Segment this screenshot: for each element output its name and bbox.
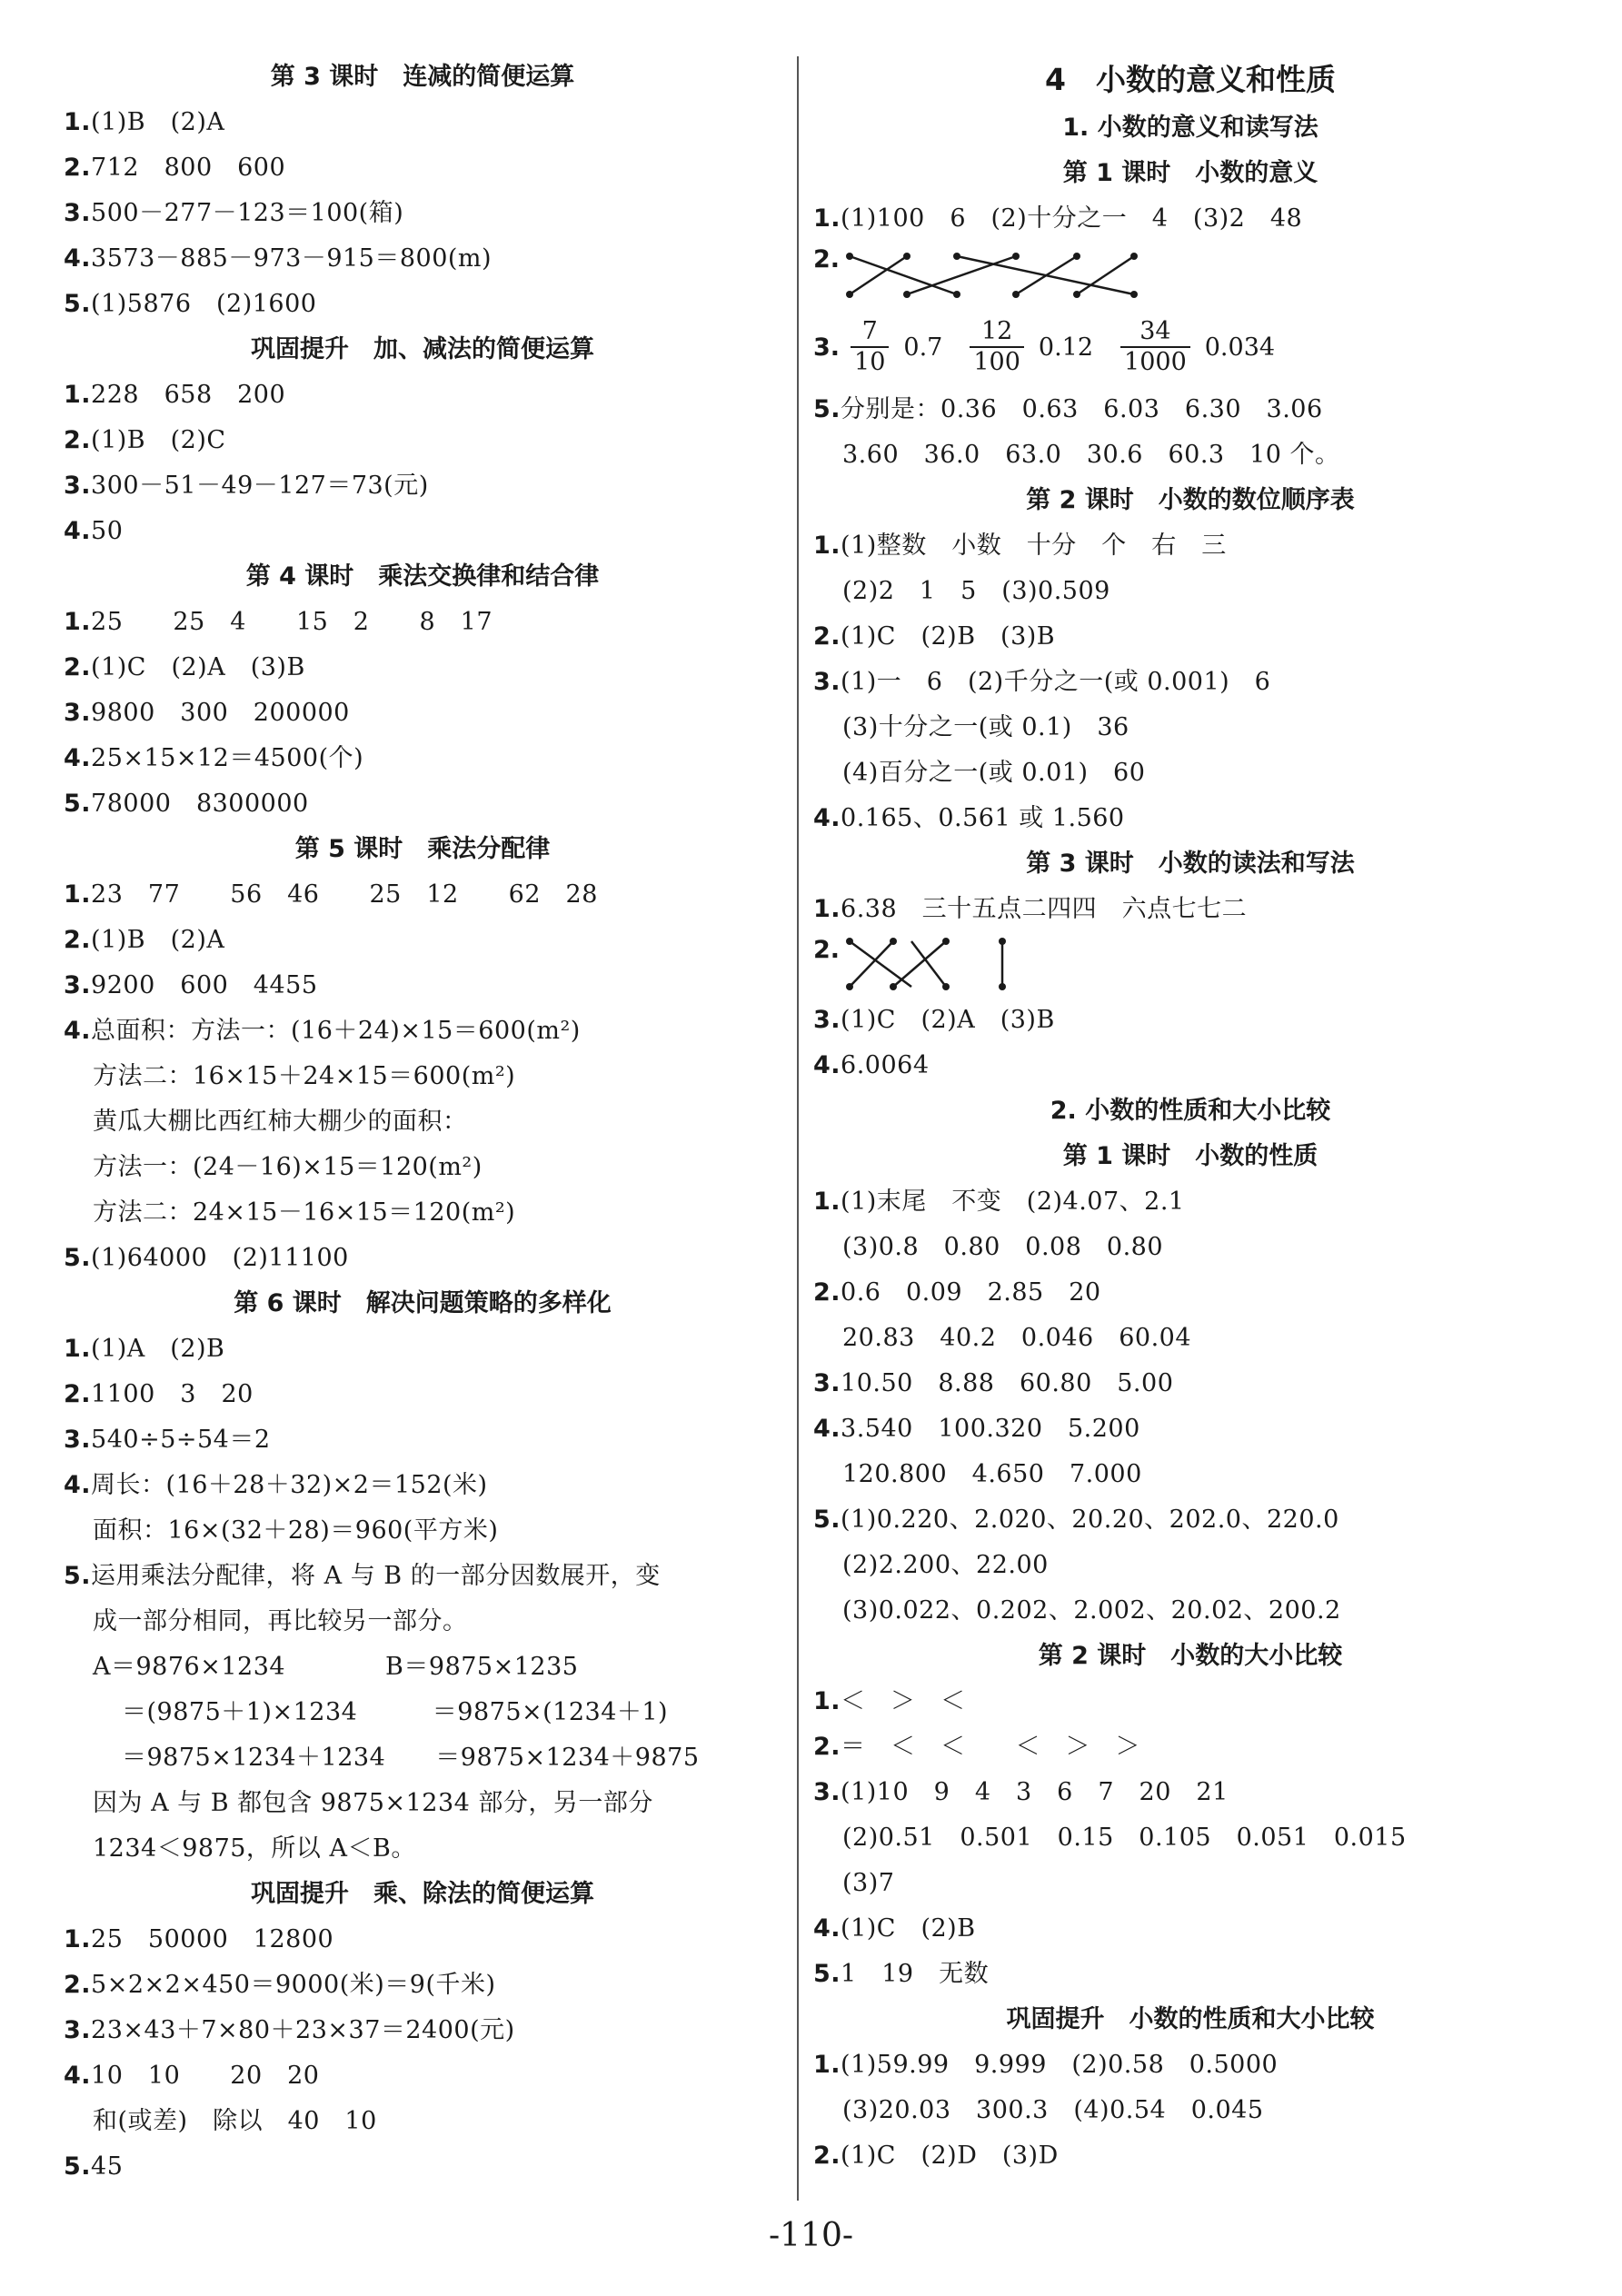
answer-line: [64, 1735, 781, 1781]
item-number: 3.: [813, 668, 841, 696]
numerator: 7: [861, 317, 878, 345]
item-number: 3.: [64, 199, 92, 227]
answer-line: [813, 1361, 1567, 1406]
item-number: 5.: [64, 2152, 92, 2181]
answer-text: 45: [91, 2152, 124, 2181]
denominator: 10: [851, 346, 889, 377]
item-number: 2.: [64, 926, 92, 954]
item-number: 3.: [64, 971, 92, 999]
item-number: 4.: [813, 1051, 841, 1079]
answer-text: (1)C (2)A (3)B: [91, 653, 305, 681]
answer-text: (2)0.51 0.501 0.15 0.105 0.051 0.015: [842, 1824, 1407, 1852]
answer-line: [64, 1599, 781, 1645]
answer-text: (1)C (2)B: [841, 1914, 976, 1943]
answer-line: [64, 1054, 781, 1099]
answer-text: 9200 600 4455: [91, 971, 318, 999]
answer-line: [64, 1645, 781, 1690]
decimal-value: 0.7: [903, 333, 943, 362]
answer-text: 总面积：方法一：(16＋24)×15＝600(m²): [91, 1017, 581, 1045]
item-number: 4.: [64, 744, 92, 772]
answer-line: [64, 1690, 781, 1735]
item-number: 3.: [813, 1006, 841, 1034]
answer-text: 540÷5÷54＝2: [91, 1426, 271, 1454]
fraction: [1120, 317, 1190, 377]
answer-text: (1)C (2)A (3)B: [841, 1006, 1055, 1034]
item-number: 2.: [64, 653, 92, 681]
left-column: [64, 55, 781, 2190]
item-number: 3.: [64, 2016, 92, 2044]
answer-line: [813, 1270, 1567, 1316]
item-number: 1.: [813, 2051, 841, 2079]
item-number: 4.: [813, 1415, 841, 1443]
answer-line: [64, 781, 781, 827]
answer-text: 0.6 0.09 2.85 20: [841, 1278, 1101, 1307]
answer-line: [64, 282, 781, 327]
answer-line: [813, 1906, 1567, 1952]
item-number: 1.: [64, 1335, 92, 1363]
item-number: 3.: [64, 699, 92, 727]
answer-line: [64, 1099, 781, 1145]
answer-text: 25 50000 12800: [91, 1925, 334, 1953]
item-number: 1.: [813, 1188, 841, 1216]
answer-text: 1100 3 20: [91, 1380, 254, 1408]
fraction: [970, 317, 1024, 377]
item-number: 2.: [64, 1380, 92, 1408]
item-number: 3.: [813, 1369, 841, 1397]
answer-text: (1)5876 (2)1600: [91, 290, 317, 318]
answer-text: (2)2.200、22.00: [842, 1551, 1049, 1579]
answer-line: [64, 1554, 781, 1599]
answer-line: [64, 2144, 781, 2190]
answer-text: 300－51－49－127＝73(元): [91, 472, 429, 500]
answer-text: (1)末尾 不变 (2)4.07、2.1: [841, 1188, 1185, 1216]
matching-diagram-2: [813, 932, 1567, 998]
answer-text: (3)0.8 0.80 0.08 0.80: [842, 1233, 1164, 1261]
answer-text: (1)B (2)C: [91, 426, 226, 454]
answer-text: 3.60 36.0 63.0 30.6 60.3 10 个。: [842, 441, 1340, 469]
answer-line: [813, 1952, 1567, 1997]
answer-text: 1234＜9875，所以 A＜B。: [93, 1834, 416, 1863]
answer-text: (1)整数 小数 十分 个 右 三: [841, 532, 1227, 560]
answer-line: [64, 872, 781, 918]
answer-text: A＝9876×1234 B＝9875×1235: [93, 1653, 579, 1681]
answer-line: [813, 1452, 1567, 1497]
answer-line: [64, 691, 781, 736]
answer-line: [813, 1543, 1567, 1588]
answer-line: [64, 509, 781, 554]
answer-line: [64, 1417, 781, 1463]
answer-line: [64, 2008, 781, 2053]
answer-line: [64, 645, 781, 691]
answer-text: (2)2 1 5 (3)0.509: [842, 577, 1110, 605]
item-number: 5.: [813, 395, 841, 423]
fraction: [851, 317, 889, 377]
answer-text: 周长：(16＋28＋32)×2＝152(米): [91, 1471, 488, 1499]
answer-line: [64, 1372, 781, 1417]
item-number: 5.: [813, 1506, 841, 1534]
denominator: 100: [970, 346, 1024, 377]
item-number: 3.: [813, 333, 841, 362]
answer-text: 23×43＋7×80＋23×37＝2400(元): [91, 2016, 515, 2044]
answer-line: [64, 100, 781, 145]
answer-text: 分别是：0.36 0.63 6.03 6.30 3.06: [841, 395, 1323, 423]
answer-line: [64, 1463, 781, 1508]
answer-line: [64, 2053, 781, 2099]
numerator: 34: [1139, 317, 1171, 345]
answer-line: [813, 387, 1567, 432]
answer-line: [64, 736, 781, 781]
answer-line: [813, 887, 1567, 932]
answer-text: (1)100 6 (2)十分之一 4 (3)2 48: [841, 204, 1303, 233]
chapter-title: 4 小数的意义和性质: [1045, 62, 1336, 97]
answer-line: [64, 1009, 781, 1054]
answer-line: [64, 418, 781, 463]
answer-line: [64, 236, 781, 282]
item-number: 1.: [813, 532, 841, 560]
answer-line: [64, 1236, 781, 1281]
item-number: 3.: [813, 1778, 841, 1806]
answer-text: 6.38 三十五点二四四 六点七七二: [841, 895, 1248, 923]
item-number: 2.: [64, 426, 92, 454]
item-number: 1.: [813, 895, 841, 923]
item-number: 2.: [813, 622, 841, 651]
answer-text: 因为 A 与 B 都包含 9875×1234 部分，另一部分: [93, 1789, 653, 1817]
item-number: 1.: [64, 108, 92, 136]
answer-text: 712 800 600: [91, 154, 286, 182]
item-number: 1.: [64, 381, 92, 409]
answer-text: 方法二：16×15＋24×15＝600(m²): [93, 1062, 516, 1090]
section-heading: 第 2 课时 小数的大小比较: [1038, 1642, 1343, 1670]
answer-text: 78000 8300000: [91, 790, 309, 818]
answer-line: [64, 1327, 781, 1372]
answer-text: 3.540 100.320 5.200: [841, 1415, 1140, 1443]
answer-text: 50: [91, 517, 124, 545]
answer-text: 25 25 4 15 2 8 17: [91, 608, 493, 636]
answer-text: 运用乘法分配律，将 A 与 B 的一部分因数展开，变: [91, 1562, 661, 1590]
answer-text: (3)7: [842, 1869, 895, 1897]
answer-line: [813, 1179, 1567, 1225]
answer-text: 228 658 200: [91, 381, 286, 409]
answer-text: ＜ ＞ ＜: [841, 1687, 966, 1715]
answer-text: 120.800 4.650 7.000: [842, 1460, 1142, 1488]
answer-text: (3)0.022、0.202、2.002、20.02、200.2: [842, 1596, 1341, 1625]
answer-text: (3)20.03 300.3 (4)0.54 0.045: [842, 2096, 1264, 2124]
answer-line: [813, 1225, 1567, 1270]
answer-text: (1)B (2)A: [91, 108, 225, 136]
answer-text: (3)十分之一(或 0.1) 36: [842, 713, 1129, 741]
answer-line: [64, 600, 781, 645]
answer-line: [813, 569, 1567, 614]
item-number: 1.: [64, 1925, 92, 1953]
item-number: 2.: [813, 2142, 841, 2170]
answer-line: [813, 750, 1567, 796]
answer-line: [813, 1815, 1567, 1861]
item-number: 4.: [64, 1471, 92, 1499]
answer-text: 10 10 20 20: [91, 2062, 320, 2090]
item-number: 2.: [813, 245, 841, 273]
answer-text: (1)A (2)B: [91, 1335, 225, 1363]
answer-line: [813, 196, 1567, 242]
answer-line: [813, 523, 1567, 569]
right-top-block: [813, 55, 1567, 242]
item-number: 4.: [64, 1017, 92, 1045]
answer-line: [64, 1145, 781, 1190]
section-heading: 巩固提升 小数的性质和大小比较: [1006, 2005, 1375, 2033]
answer-text: 3573－885－973－915＝800(m): [91, 244, 493, 273]
item-number: 4.: [813, 804, 841, 832]
section-heading: 第 1 课时 小数的意义: [1062, 159, 1318, 187]
section-heading: 2. 小数的性质和大小比较: [1050, 1097, 1331, 1125]
item-number: 4.: [64, 2062, 92, 2090]
section-heading: 巩固提升 加、减法的简便运算: [251, 335, 594, 363]
answer-line: [813, 2043, 1567, 2088]
item-number: 2.: [813, 1278, 841, 1307]
right-column: [813, 55, 1567, 2179]
item-number: 3.: [64, 1426, 92, 1454]
item-number: 2.: [64, 1971, 92, 1999]
decimal-value: 0.12: [1038, 333, 1094, 362]
answer-line: [813, 998, 1567, 1043]
answer-line: [813, 660, 1567, 705]
section-heading: 第 4 课时 乘法交换律和结合律: [245, 562, 600, 591]
item-number: 5.: [813, 1960, 841, 1988]
answer-text: 20.83 40.2 0.046 60.04: [842, 1324, 1192, 1352]
answer-text: 方法二：24×15－16×15＝120(m²): [93, 1198, 516, 1227]
answer-line: [64, 1190, 781, 1236]
answer-line: [64, 2099, 781, 2144]
answer-line: [64, 1917, 781, 1963]
matching-lines-2: [839, 936, 1039, 996]
answer-line: [64, 918, 781, 963]
section-heading: 第 3 课时 连减的简便运算: [270, 63, 575, 91]
answer-line: [813, 1724, 1567, 1770]
answer-line: [813, 1861, 1567, 1906]
answer-text: 6.0064: [841, 1051, 930, 1079]
answer-line: [64, 373, 781, 418]
answer-line: [64, 191, 781, 236]
answer-line: [813, 614, 1567, 660]
answer-line: [64, 1508, 781, 1554]
answer-text: (1)0.220、2.020、20.20、202.0、220.0: [841, 1506, 1339, 1534]
item-number: 2.: [64, 154, 92, 182]
answer-text: 方法一：(24－16)×15＝120(m²): [93, 1153, 483, 1181]
answer-text: (4)百分之一(或 0.01) 60: [842, 759, 1146, 787]
answer-text: 和(或差) 除以 40 10: [93, 2107, 377, 2135]
section-heading: 第 3 课时 小数的读法和写法: [1026, 850, 1355, 878]
answer-line: [64, 1826, 781, 1872]
answer-line: [64, 963, 781, 1009]
answer-text: (1)59.99 9.999 (2)0.58 0.5000: [841, 2051, 1279, 2079]
answer-text: 成一部分相同，再比较另一部分。: [93, 1607, 468, 1635]
answer-text: 9800 300 200000: [91, 699, 350, 727]
answer-line: [813, 1679, 1567, 1724]
item-number: 1.: [813, 1687, 841, 1715]
answer-line: [64, 1963, 781, 2008]
answer-text: (1)10 9 4 3 6 7 20 21: [841, 1778, 1229, 1806]
item-number: 5.: [64, 290, 92, 318]
section-heading: 1. 小数的意义和读写法: [1062, 114, 1318, 142]
answer-line: [813, 705, 1567, 750]
right-middle-block: [813, 387, 1567, 932]
item-number: 1.: [64, 608, 92, 636]
answer-text: 23 77 56 46 25 12 62 28: [91, 880, 598, 909]
answer-line: [813, 432, 1567, 478]
section-heading: 巩固提升 乘、除法的简便运算: [251, 1880, 594, 1908]
answer-line: [813, 1043, 1567, 1088]
answer-text: 500－277－123＝100(箱): [91, 199, 404, 227]
decimal-value: 0.034: [1204, 333, 1276, 362]
answer-text: ＝9875×1234＋1234 ＝9875×1234＋9875: [122, 1744, 700, 1772]
page-number: -110-: [768, 2217, 854, 2254]
matching-lines-1: [839, 245, 1202, 305]
answer-line: [64, 1781, 781, 1826]
answer-text: (1)一 6 (2)千分之一(或 0.001) 6: [841, 668, 1271, 696]
item-number: 4.: [64, 244, 92, 273]
item-number: 4.: [64, 517, 92, 545]
answer-line: [813, 1497, 1567, 1543]
item-number: 1.: [813, 204, 841, 233]
answer-text: (1)C (2)B (3)B: [841, 622, 1056, 651]
answer-line: [813, 1770, 1567, 1815]
answer-text: ＝(9875＋1)×1234 ＝9875×(1234＋1): [122, 1698, 669, 1726]
right-bottom-block: [813, 998, 1567, 2179]
answer-text: (1)64000 (2)11100: [91, 1244, 349, 1272]
answer-text: (1)B (2)A: [91, 926, 225, 954]
section-heading: 第 2 课时 小数的数位顺序表: [1026, 486, 1355, 514]
answer-text: 0.165、0.561 或 1.560: [841, 804, 1125, 832]
answer-text: (1)C (2)D (3)D: [841, 2142, 1059, 2170]
denominator: 1000: [1120, 346, 1190, 377]
item-number: 5.: [64, 1562, 92, 1590]
column-divider: [797, 56, 799, 2201]
item-number: 2.: [813, 1733, 841, 1761]
answer-text: 5×2×2×450＝9000(米)＝9(千米): [91, 1971, 496, 1999]
answer-text: 黄瓜大棚比西红柿大棚少的面积：: [93, 1108, 468, 1136]
item-number: 2.: [813, 936, 841, 964]
item-number: 5.: [64, 790, 92, 818]
answer-text: 面积：16×(32＋28)＝960(平方米): [93, 1516, 499, 1545]
answer-text: 10.50 8.88 60.80 5.00: [841, 1369, 1174, 1397]
item-number: 5.: [64, 1244, 92, 1272]
answer-line: [813, 1406, 1567, 1452]
answer-line: [813, 1588, 1567, 1634]
answer-text: ＝ ＜ ＜ ＜ ＞ ＞: [841, 1733, 1141, 1761]
numerator: 12: [980, 317, 1013, 345]
matching-diagram-1: [813, 242, 1567, 307]
item-number: 3.: [64, 472, 92, 500]
item-number: 4.: [813, 1914, 841, 1943]
answer-line: [64, 145, 781, 191]
answer-text: 1 19 无数: [841, 1960, 990, 1988]
item-number: 1.: [64, 880, 92, 909]
answer-line: [64, 463, 781, 509]
answer-line: [813, 1316, 1567, 1361]
answer-line: [813, 2133, 1567, 2179]
fraction-row: [813, 307, 1567, 387]
answer-text: 25×15×12＝4500(个): [91, 744, 364, 772]
answer-line: [813, 2088, 1567, 2133]
section-heading: 第 5 课时 乘法分配律: [294, 835, 551, 863]
answer-line: [813, 796, 1567, 841]
section-heading: 第 6 课时 解决问题策略的多样化: [234, 1289, 612, 1317]
section-heading: 第 1 课时 小数的性质: [1062, 1142, 1318, 1170]
